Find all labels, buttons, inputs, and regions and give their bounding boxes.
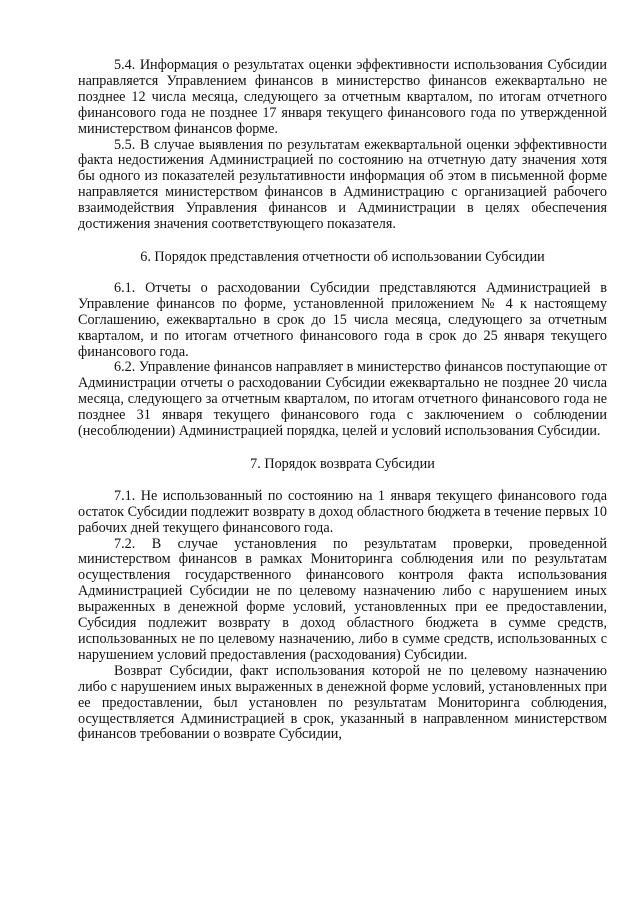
paragraph-7-1: 7.1. Не использованный по состоянию на 1 января текущего финансового года остаток Субсидии подлежит возврату в доход областного бюджета в течение первых 10 рабочих дней текущего финансового года. — [78, 487, 607, 536]
document-page — [78, 58, 607, 743]
paragraph-7-2: 7.2. В случае установления по результатам проверки, проведенной министерством финансов в рамках Мониторинга соблюдения или по результатам осуществления государственного финансового контроля факта использования Администрацией Субсидии не по целевому назначению либо с нарушением иных выраженных в денежной форме условий, установленных при ее предоставлении, Субсидия подлежит возврату в доход областного бюджета в сумме средств, использованных не по целевому назначению, либо в сумме средств, использованных с нарушением условий предоставления (расходования) Субсидии. — [78, 535, 607, 663]
section-7-heading: 7. Порядок возврата Субсидии — [250, 455, 435, 472]
paragraph-6-2: 6.2. Управление финансов направляет в министерство финансов поступающие от Администрации отчеты о расходовании Субсидии ежеквартально не позднее 20 числа месяца, следующего за отчетным кварталом, по итогам отчетного финансового года не позднее 31 января текущего финансового года с заключением о соблюдении (несоблюдении) Администрацией порядка, целей и условий использования Субсидии. — [78, 359, 607, 440]
paragraph-5-5: 5.5. В случае выявления по результатам ежеквартальной оценки эффективности факта недостижения Администрацией по состоянию на отчетную дату значения хотя бы одного из показателей результативности информация об этом в письменной форме направляется министерством финансов в Администрацию с организацией рабочего взаимодействия Управления финансов и Администрации в целях обеспечения достижения значения соответствующего показателя. — [78, 136, 607, 233]
section-6-heading: 6. Порядок представления отчетности об использовании Субсидии — [140, 248, 545, 265]
paragraph-refund: Возврат Субсидии, факт использования которой не по целевому назначению либо с нарушением иных выраженных в денежной форме условий, установленных при ее предоставлении, был установлен по результатам Мониторинга соблюдения, осуществляется Администрацией в срок, указанный в направленном министерством финансов требовании о возврате Субсидии, — [78, 662, 607, 743]
paragraph-5-4: 5.4. Информация о результатах оценки эффективности использования Субсидии направляется Управлением финансов в министерство финансов ежеквартально не позднее 12 числа месяца, следующего за отчетным кварталом, по итогам отчетного финансового года не позднее 17 января текущего финансового года по утвержденной министерством финансов форме. — [78, 57, 607, 137]
paragraph-6-1: 6.1. Отчеты о расходовании Субсидии представляются Администрацией в Управление финансов по форме, установленной приложением № 4 к настоящему Соглашению, ежеквартально в срок до 15 числа месяца, следующего за отчетным кварталом, и по итогам отчетного финансового года в срок до 25 января текущего финансового года. — [78, 279, 607, 360]
